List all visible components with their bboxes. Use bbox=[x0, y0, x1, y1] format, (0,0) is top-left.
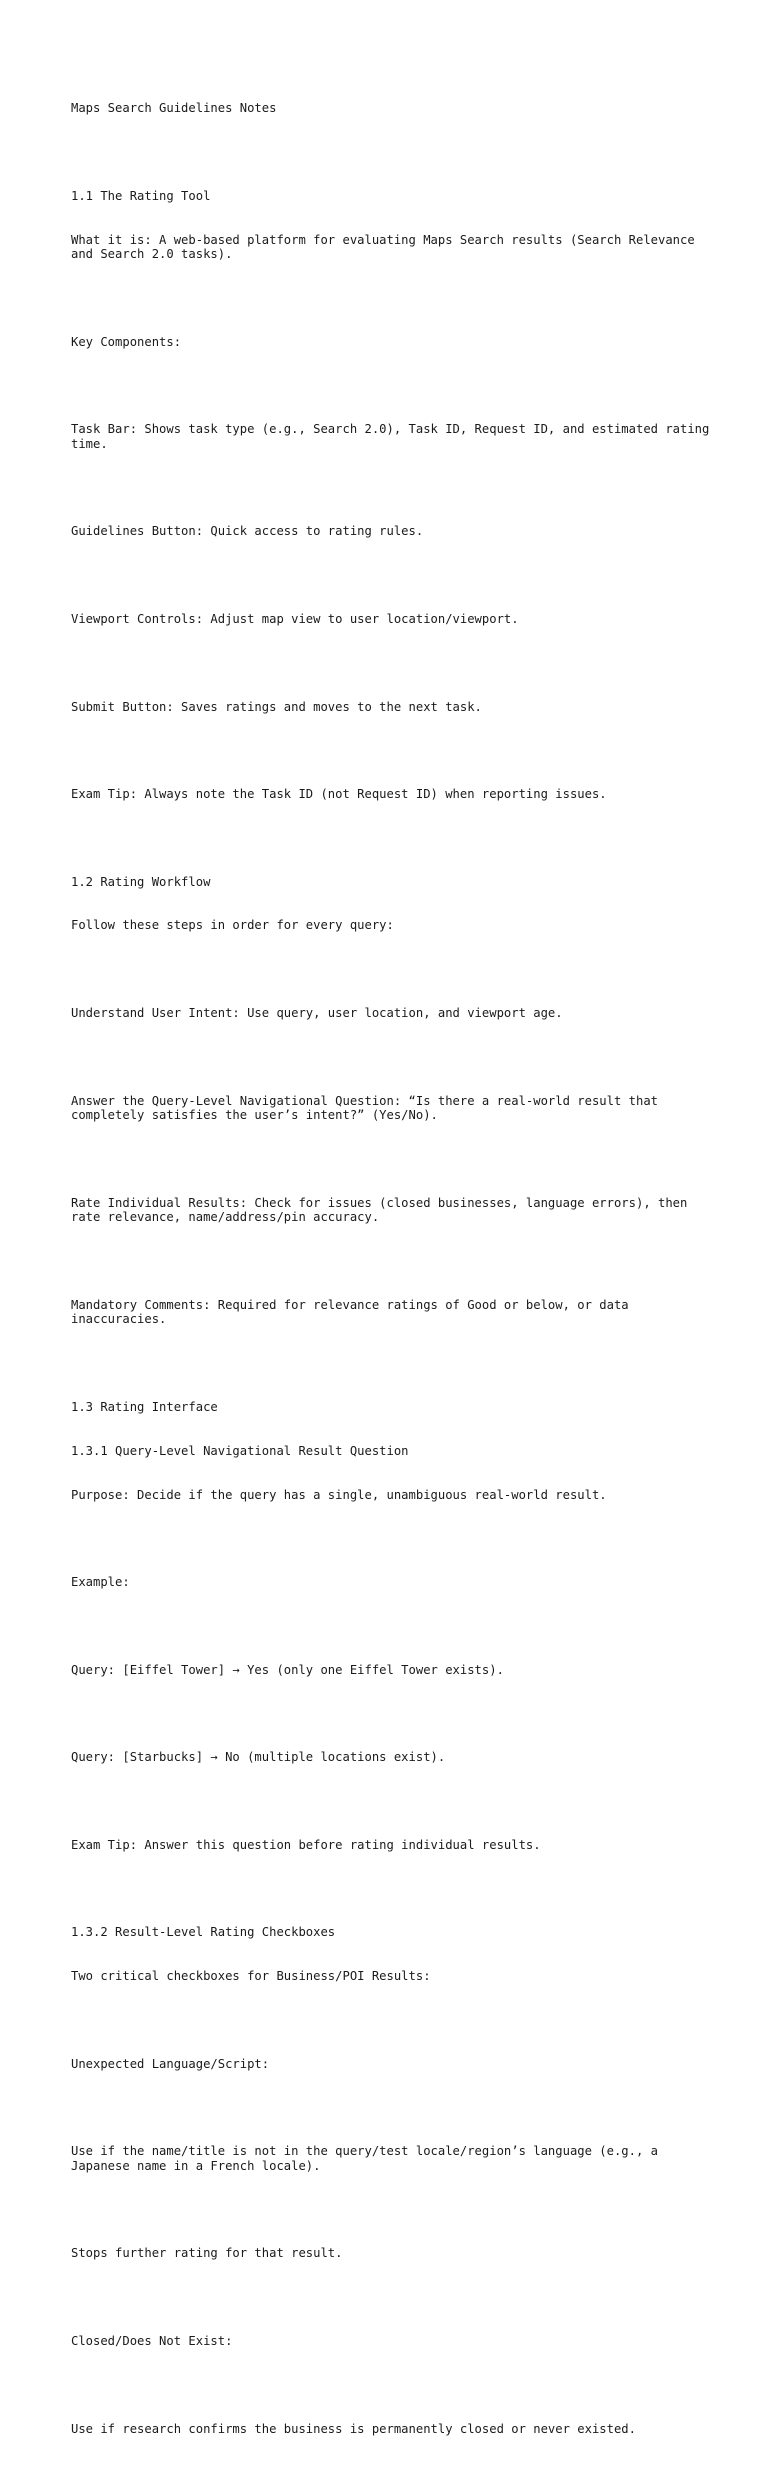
subsection-heading: 1.3.1 Query-Level Navigational Result Question bbox=[71, 1443, 409, 1458]
paragraph-text: Stops further rating for that result. bbox=[71, 2246, 343, 2261]
paragraph-text: Example: bbox=[71, 1575, 130, 1590]
paragraph bbox=[71, 495, 711, 568]
paragraph bbox=[71, 758, 711, 831]
section-1-3 bbox=[71, 1371, 711, 1532]
doc-title bbox=[71, 72, 711, 145]
paragraph-text: Rate Individual Results: Check for issues (closed businesses, language errors), then rate relevance, name/address/pin accuracy. bbox=[71, 1195, 695, 1225]
paragraph bbox=[71, 1721, 711, 1794]
paragraph-text: Unexpected Language/Script: bbox=[71, 2056, 270, 2071]
document-page bbox=[71, 72, 717, 2480]
section-heading: 1.1 The Rating Tool bbox=[71, 188, 211, 203]
paragraph-text: Submit Button: Saves ratings and moves to the next task. bbox=[71, 699, 482, 714]
section-heading: 1.2 Rating Workflow bbox=[71, 874, 211, 889]
section-1-1 bbox=[71, 160, 711, 291]
paragraph-text: Follow these steps in order for every query: bbox=[71, 918, 394, 933]
paragraph-text: Two critical checkboxes for Business/POI Results: bbox=[71, 1969, 431, 1984]
paragraph-text: Mandatory Comments: Required for relevance ratings of Good or below, or data inaccuracies. bbox=[71, 1297, 636, 1327]
paragraph-text: Purpose: Decide if the query has a single, unambiguous real-world result. bbox=[71, 1487, 607, 1502]
paragraph-text: Understand User Intent: Use query, user location, and viewport age. bbox=[71, 1006, 563, 1020]
doc-title-text: Maps Search Guidelines Notes bbox=[71, 101, 277, 116]
section-1-2 bbox=[71, 845, 711, 962]
paragraph-text: What it is: A web-based platform for evaluating Maps Search results (Search Relevance and Search 2.0 tasks). bbox=[71, 232, 703, 262]
section-1-3-2 bbox=[71, 1896, 711, 2013]
paragraph bbox=[71, 583, 711, 656]
paragraph-text: Task Bar: Shows task type (e.g., Search 2.0), Task ID, Request ID, and estimated rating time. bbox=[71, 422, 717, 451]
paragraph-text: Exam Tip: Always note the Task ID (not Request ID) when reporting issues. bbox=[71, 787, 607, 802]
paragraph-text: Use if the name/title is not in the query/test locale/region’s language (e.g., a Japanese name in a French locale). bbox=[71, 2144, 666, 2173]
paragraph bbox=[71, 2028, 711, 2101]
paragraph bbox=[71, 1809, 711, 1882]
paragraph bbox=[71, 1634, 711, 1707]
paragraph bbox=[71, 1167, 711, 1255]
paragraph bbox=[71, 1269, 711, 1357]
paragraph-text: Closed/Does Not Exist: bbox=[71, 2334, 233, 2349]
paragraph bbox=[71, 306, 711, 379]
paragraph bbox=[71, 2392, 711, 2465]
paragraph bbox=[71, 2115, 711, 2203]
subsection-heading: 1.3.2 Result-Level Rating Checkboxes bbox=[71, 1925, 336, 1940]
paragraph-text: Exam Tip: Answer this question before rating individual results. bbox=[71, 1837, 541, 1852]
paragraph bbox=[71, 2217, 711, 2290]
paragraph-text: Query: [Starbucks] → No (multiple locations exist). bbox=[71, 1750, 446, 1765]
paragraph-text: Guidelines Button: Quick access to rating rules. bbox=[71, 524, 424, 539]
paragraph-text: Query: [Eiffel Tower] → Yes (only one Eiffel Tower exists). bbox=[71, 1662, 504, 1677]
section-heading: 1.3 Rating Interface bbox=[71, 1400, 218, 1415]
paragraph bbox=[71, 2305, 711, 2378]
paragraph-text: Key Components: bbox=[71, 334, 182, 349]
paragraph bbox=[71, 977, 711, 1050]
paragraph bbox=[71, 393, 717, 481]
paragraph bbox=[71, 1064, 711, 1152]
paragraph-text: Answer the Query-Level Navigational Question: “Is there a real-world result that completely satisfies the user’s intent?” (Yes/No). bbox=[71, 1093, 666, 1123]
paragraph bbox=[71, 1546, 711, 1619]
paragraph bbox=[71, 670, 711, 743]
paragraph-text: Viewport Controls: Adjust map view to user location/viewport. bbox=[71, 611, 519, 626]
paragraph-text: Use if research confirms the business is permanently closed or never existed. bbox=[71, 2421, 636, 2436]
